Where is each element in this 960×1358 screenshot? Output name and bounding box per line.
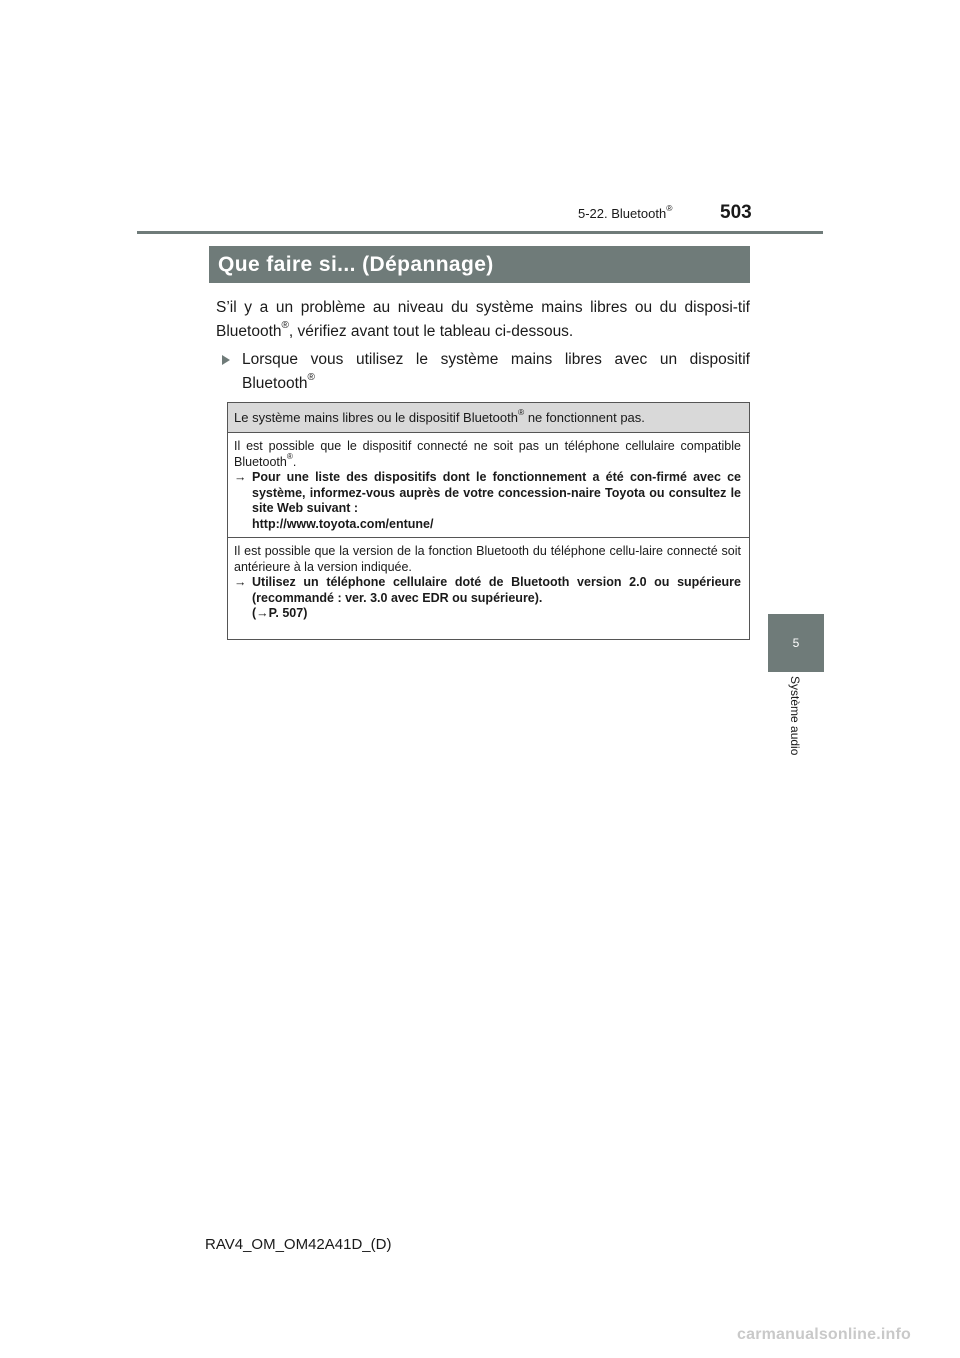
table-row	[228, 537, 749, 639]
registered-mark: ®	[281, 320, 289, 332]
registered-mark: ®	[307, 372, 315, 384]
arrow-right-icon: →	[256, 606, 269, 620]
chapter-label: Système audio	[788, 676, 802, 756]
registered-mark: ®	[286, 452, 293, 462]
model-code: RAV4_OM_OM42A41D_(D)	[205, 1236, 392, 1253]
intro-paragraph	[216, 296, 750, 344]
chapter-number: 5	[792, 636, 800, 650]
remedy-text	[234, 470, 741, 532]
section-heading-text: 5-22. Bluetooth	[578, 206, 667, 221]
remedy-text	[234, 575, 741, 622]
arrow-right-icon: →	[234, 470, 247, 484]
page-reference-link[interactable]	[252, 606, 741, 622]
toyota-url-link[interactable]: http://www.toyota.com/entune/	[252, 516, 434, 531]
page-number: 503	[720, 202, 752, 223]
registered-mark: ®	[517, 407, 525, 418]
registered-mark: ®	[666, 203, 673, 214]
table-row	[228, 433, 749, 537]
watermark: carmanualsonline.info	[737, 1326, 912, 1343]
page-title: Que faire si... (Dépannage)	[209, 246, 750, 283]
table-header	[228, 403, 749, 433]
section-heading	[578, 203, 673, 221]
bullet-text: Lorsque vous utilisez le système mains libres avec un dispositif Bluetooth	[242, 351, 750, 392]
cause-text	[234, 439, 741, 470]
header-rule	[137, 231, 823, 234]
cause-text: Il est possible que la version de la fonction Bluetooth du téléphone cellu-laire connecté soit antérieure à la version indiquée.	[234, 544, 741, 574]
intro-text-end: , vérifiez avant tout le tableau ci-dessous.	[288, 323, 574, 340]
chapter-tab[interactable]	[768, 614, 824, 672]
ref-paren: (	[252, 606, 257, 620]
table-header-text: Le système mains libres ou le dispositif Bluetooth	[234, 410, 518, 425]
table-header-text-end: ne fonctionnent pas.	[524, 410, 645, 425]
troubleshooting-table	[227, 402, 750, 640]
arrow-right-icon: →	[234, 575, 247, 589]
page-reference: P. 507)	[268, 606, 308, 620]
triangle-bullet-icon	[222, 355, 230, 365]
remedy-sentence: Pour une liste des dispositifs dont le fonctionnement a été con-firmé avec ce système, informez-vous auprès de votre concession-naire Toyota ou consultez le site Web suivant :	[252, 470, 741, 515]
cause-end: .	[292, 454, 297, 469]
bullet-item	[222, 348, 750, 396]
cause-sentence: Il est possible que le dispositif connecté ne soit pas un téléphone cellulaire compatible Bluetooth	[234, 439, 741, 469]
intro-text: S’il y a un problème au niveau du système mains libres ou du disposi-tif Bluetooth	[216, 299, 750, 340]
remedy-sentence: Utilisez un téléphone cellulaire doté de Bluetooth version 2.0 ou supérieure (recommandé : ver. 3.0 avec EDR ou supérieure).	[252, 575, 741, 605]
